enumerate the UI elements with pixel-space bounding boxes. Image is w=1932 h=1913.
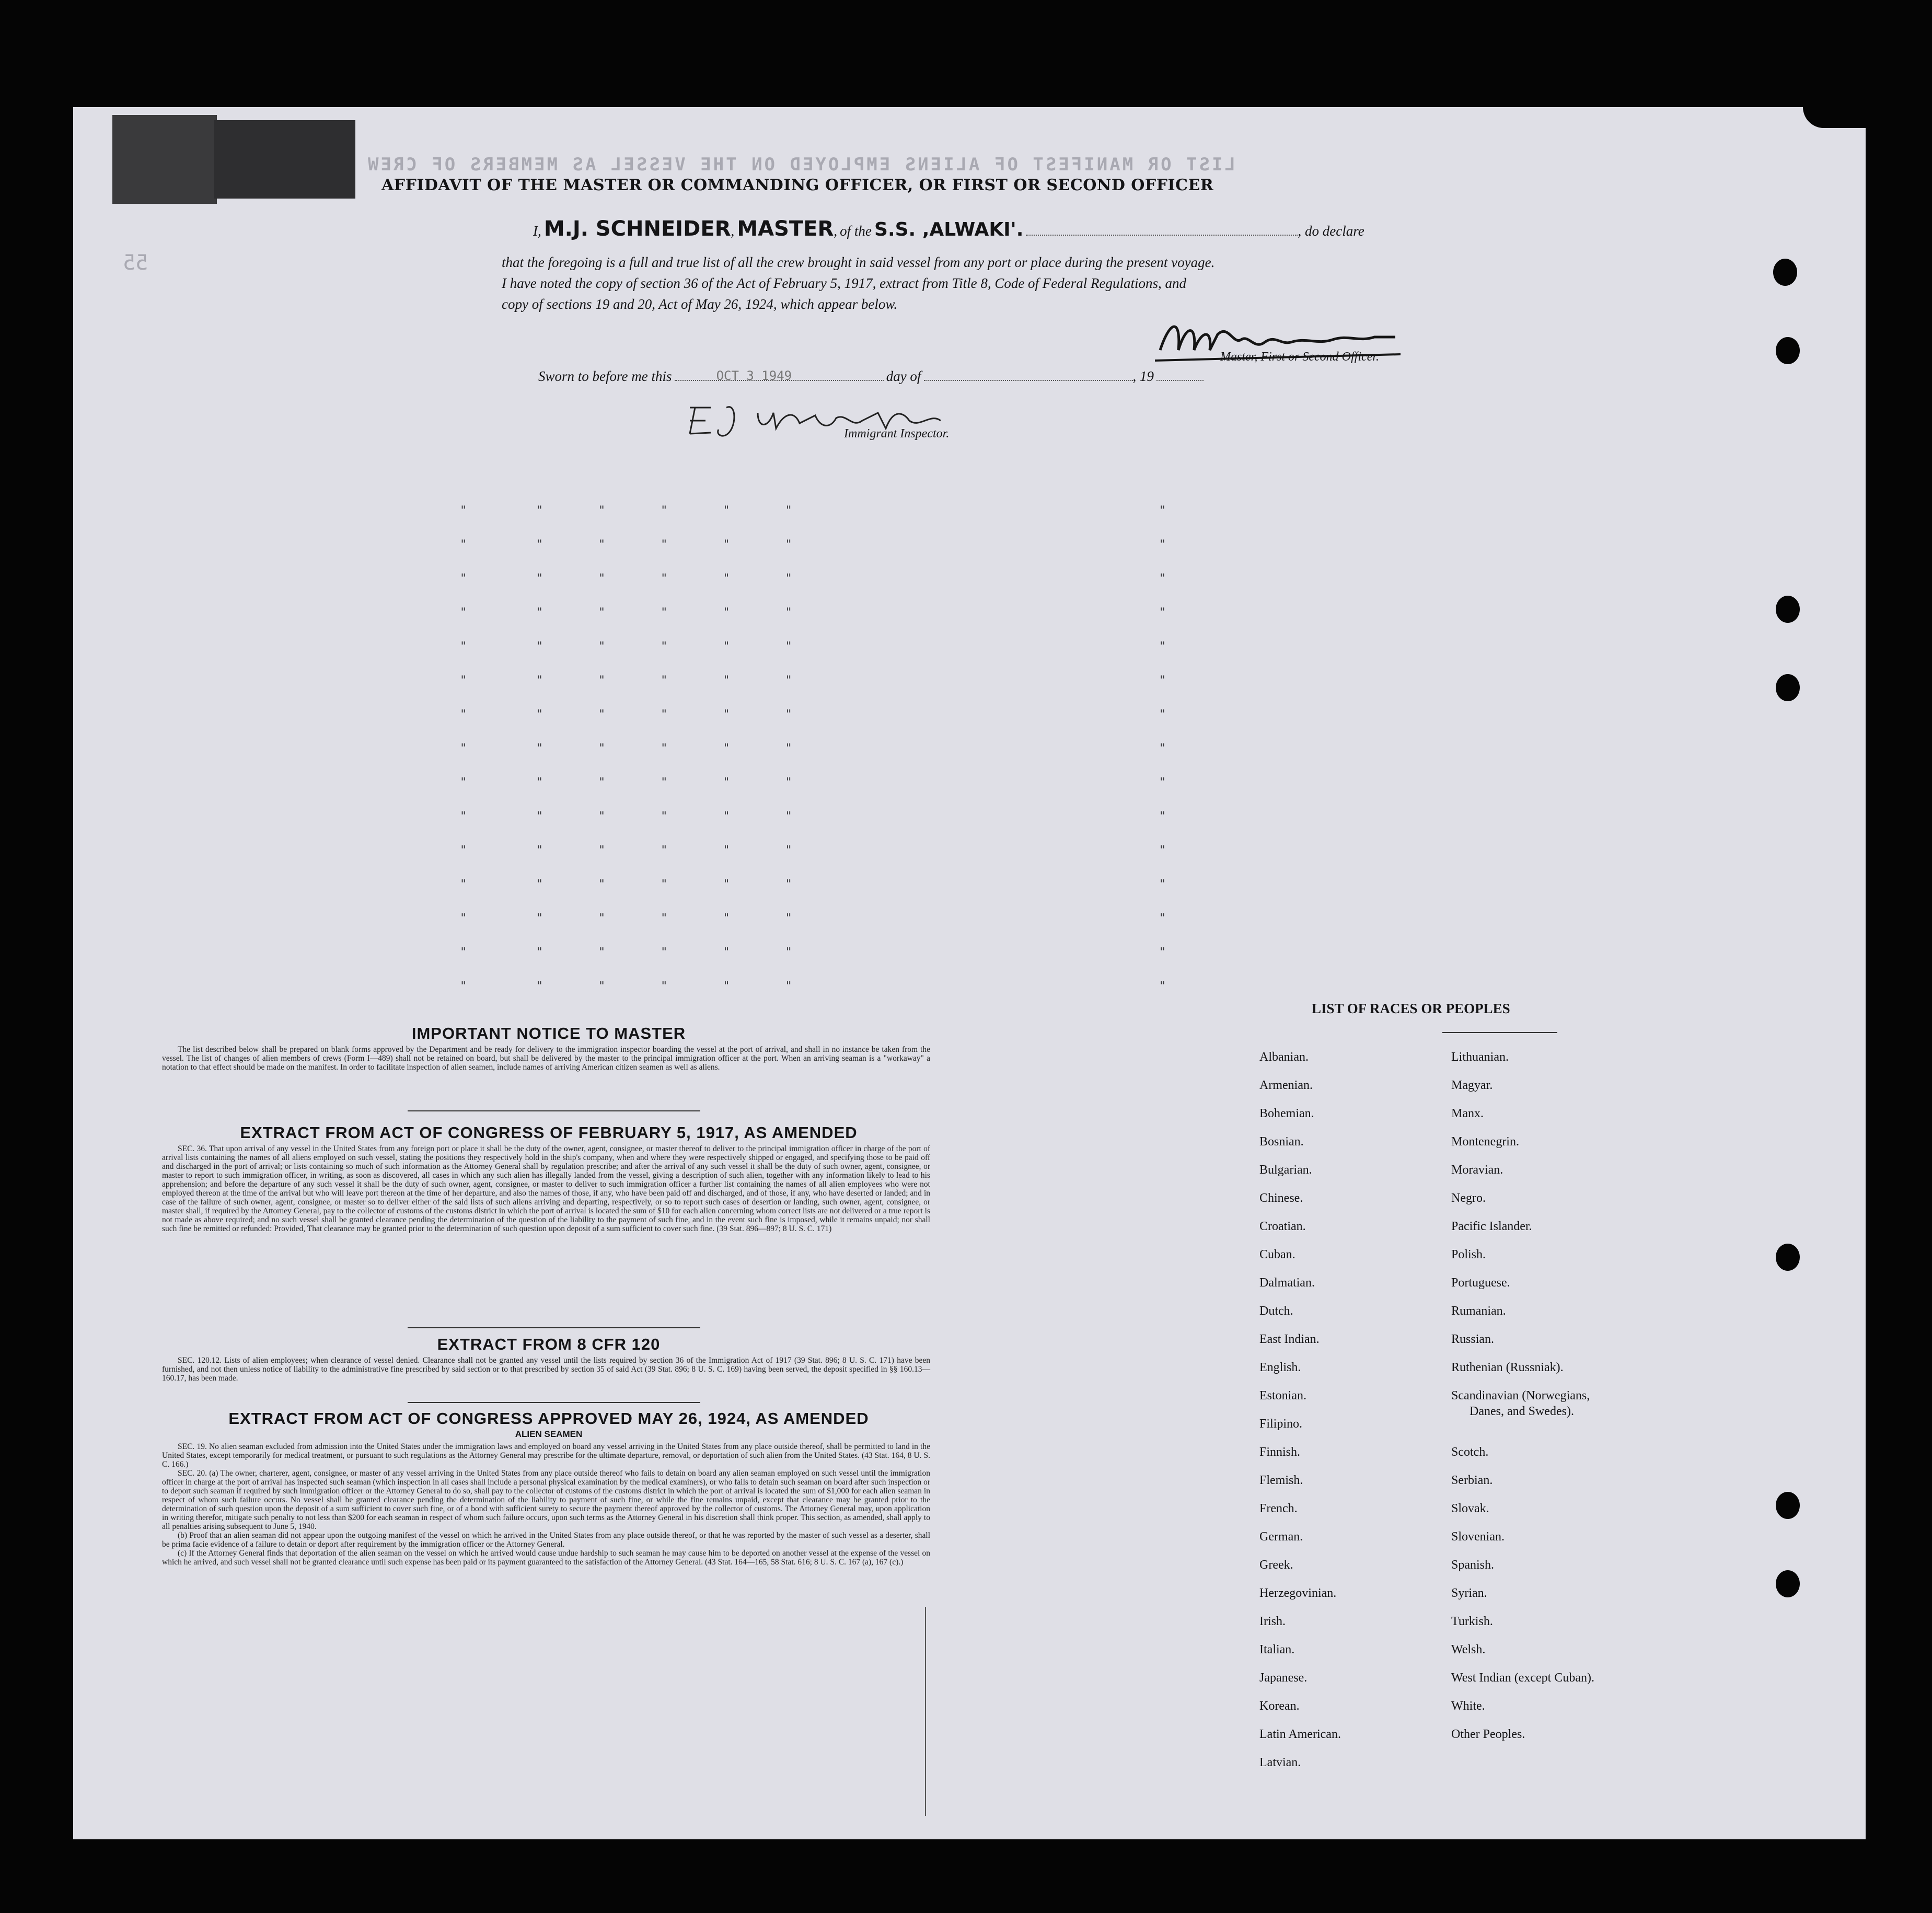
torn-corner-patch (112, 115, 217, 204)
race-item: Slovak. (1451, 1502, 1489, 1515)
race-item: Latvian. (1259, 1756, 1301, 1769)
extract-1924-paragraph: (b) Proof that an alien seaman did not appear upon the outgoing manifest of the vessel on which he arrived in the United States from any place outside thereof, or that he was reported by the master of such vessel as a deserter, shall be prima facie evidence of a failure to detain or deport after requirement by the immigration officer or the Attorney General. (162, 1531, 930, 1549)
race-item: Lithuanian. (1451, 1050, 1509, 1064)
race-item: Latin American. (1259, 1728, 1341, 1741)
extract-1917-title: EXTRACT FROM ACT OF CONGRESS OF FEBRUARY 5, 1917, AS AMENDED (240, 1123, 858, 1142)
affidavit-body-line-3: I have noted the copy of section 36 of the Act of February 5, 1917, extract from Title 8, Code of Federal Regulations, and (502, 275, 1187, 291)
race-item: Magyar. (1451, 1079, 1493, 1092)
sworn-label: Sworn to before me this (538, 368, 672, 384)
race-item: Dutch. (1259, 1304, 1293, 1318)
race-item: Japanese. (1259, 1671, 1308, 1685)
year-label: , 19 (1132, 368, 1154, 384)
extract-cfr-paragraph: SEC. 120.12. Lists of alien employees; when clearance of vessel denied. Clearance shall not be granted any vessel until the lists required by section 36 of the Immigration Act of 1917 (39 Stat. 896; 8 U. S. C. 171) have been furnished, and not then unless notice of liability to the administrative fine prescribed by said section or to that prescribed by section 35 of said Act (39 Stat. 896; 8 U. S. C. 169) having been served, the deposit specified in §§ 160.13—160.17, has been made. (162, 1356, 930, 1383)
race-item: Scotch. (1451, 1445, 1489, 1459)
race-item: Bohemian. (1259, 1107, 1314, 1120)
extract-cfr-text (162, 1356, 930, 1383)
date-stamp: OCT 3 1949 (716, 368, 792, 383)
extract-1917-text (162, 1144, 930, 1233)
master-name: M.J. SCHNEIDER (543, 217, 731, 241)
race-item: Moravian. (1451, 1163, 1503, 1177)
torn-edge (1803, 107, 1866, 128)
ship-name: S.S. ,ALWAKI'. (874, 219, 1024, 240)
race-item: Spanish. (1451, 1558, 1495, 1572)
race-item: Irish. (1259, 1615, 1286, 1628)
divider (408, 1327, 700, 1328)
bleed-through-header: LIST OR MANIFEST OF ALIENS EMPLOYED ON THE VESSEL AS MEMBERS OF CREW (366, 154, 1235, 175)
race-item: Danes, and Swedes). (1470, 1405, 1574, 1418)
day-of-label: day of (886, 368, 921, 384)
manifest-page (73, 107, 1866, 1839)
race-item: Rumanian. (1451, 1304, 1506, 1318)
extract-1917-paragraph: SEC. 36. That upon arrival of any vessel in the United States from any foreign port or place it shall be the duty of the owner, agent, consignee, or master thereof to deliver to the principal immigration officer in charge of the port of arrival lists containing the names of all aliens employed on such vessel, stating the positions they respectively hold in the ship's company, when and where they were respectively shipped or engaged, and specifying those to be paid off and discharged in the port of arrival; or lists containing so much of such information as the Attorney General shall by regulation prescribe; and after the arrival of any such vessel it shall be the duty of such owner, agent, consignee, or master to report to such immigration officer, in writing, as soon as discovered, all cases in which any such alien has illegally landed from the vessel, giving a description of such alien, together with any information likely to lead to his apprehension; and before the departure of any such vessel it shall be the duty of such owner, agent, consignee, or master to deliver to such immigration officer a further list containing the names of all alien employees who were not employed thereon at the time of the arrival but who will leave port thereon at the time of her departure, and also the names of those, if any, who have been paid off and discharged, and of those, if any, who have deserted or landed; and in case of the failure of such owner, agent, consignee, or master so to deliver either of the said lists of such aliens arriving and departing, respectively, or so to report such cases of desertion or landing, such owner, agent, consignee, or master shall, if required by the Attorney General, pay to the collector of customs of the customs district in which the port of arrival is located the sum of $10 for each alien concerning whom correct lists are not delivered or a true report is not made as above required; and no such vessel shall be granted clearance pending the determination of the question of the liability to the payment of such fine, and in the event such fine is imposed, while it remains unpaid; nor shall such fine be remitted or refunded: Provided, That clearance may be granted prior to the determination of such question upon deposit of a sum sufficient to cover such fine. (39 Stat. 896—897; 8 U. S. C. 171) (162, 1144, 930, 1233)
race-item: Polish. (1451, 1248, 1486, 1261)
race-item: Cuban. (1259, 1248, 1295, 1261)
race-item: English. (1259, 1361, 1301, 1374)
crew-table-ditto-marks: " " " " " " " " " " " " " " " " " " " " " " " " " " " " " " " " " " " " " " " " " " " " " " " " " " " " " " " " " " " " " " " " " " " " " " " " " " " " " " " " " " " " " " " " " " " " " " " " " " " " " " " " " (460, 504, 1166, 993)
affidavit-title: AFFIDAVIT OF THE MASTER OR COMMANDING OFFICER, OR FIRST OR SECOND OFFICER (381, 176, 1214, 194)
race-item: East Indian. (1259, 1332, 1320, 1346)
race-item: Herzegovinian. (1259, 1586, 1337, 1600)
race-item: Greek. (1259, 1558, 1293, 1572)
race-item: West Indian (except Cuban). (1451, 1671, 1594, 1685)
race-item: Albanian. (1259, 1050, 1309, 1064)
race-item: Portuguese. (1451, 1276, 1510, 1290)
races-title: LIST OF RACES OR PEOPLES (1312, 1001, 1510, 1016)
race-item: Bulgarian. (1259, 1163, 1312, 1177)
extract-cfr-title: EXTRACT FROM 8 CFR 120 (437, 1335, 661, 1353)
race-item: Russian. (1451, 1332, 1495, 1346)
race-item: Flemish. (1259, 1474, 1303, 1487)
race-item: Korean. (1259, 1699, 1300, 1713)
race-item: Armenian. (1259, 1079, 1313, 1092)
race-item: Croatian. (1259, 1220, 1306, 1233)
divider (1442, 1032, 1557, 1033)
punch-hole (1773, 259, 1797, 286)
race-item: Manx. (1451, 1107, 1484, 1120)
bleed-through-page-number: 55 (123, 251, 148, 275)
race-item: Negro. (1451, 1191, 1486, 1205)
affidavit-body-line-4: copy of sections 19 and 20, Act of May 26, 1924, which appear below. (502, 296, 898, 312)
race-item: Bosnian. (1259, 1135, 1304, 1149)
do-declare-label: , do declare (1298, 223, 1364, 239)
signature-caption: Master, First or Second Officer. (1220, 350, 1379, 364)
of-the-label: of the (840, 223, 872, 239)
race-item: Dalmatian. (1259, 1276, 1315, 1290)
extract-1924-subtitle: ALIEN SEAMEN (515, 1429, 583, 1439)
torn-corner-patch-2 (214, 120, 355, 199)
race-item: White. (1451, 1699, 1485, 1713)
extract-1924-text (162, 1442, 930, 1567)
race-item: Slovenian. (1451, 1530, 1505, 1544)
extract-1924-paragraph: (c) If the Attorney General finds that deportation of the alien seaman on the vessel on which he arrived would cause undue hardship to such seaman he may cause him to be deported on another vessel at the expense of the vessel on which he arrived, and such vessel shall not be granted clearance until such expense has been paid or its payment guaranteed to the satisfaction of the Attorney General. (43 Stat. 164—165, 58 Stat. 616; 8 U. S. C. 167 (a), 167 (c).) (162, 1549, 930, 1567)
race-item: Syrian. (1451, 1586, 1487, 1600)
inspector-caption: Immigrant Inspector. (844, 427, 950, 440)
affidavit-body-line-2: that the foregoing is a full and true list of all the crew brought in said vessel from any port or place during the present voyage. (502, 254, 1215, 270)
extract-1924-paragraph: SEC. 20. (a) The owner, charterer, agent, consignee, or master of any vessel arriving in the United States from any place outside thereof who fails to detain on board any alien seaman employed on such vessel until the immigration officer in charge at the port of arrival has inspected such seaman (which inspection in all cases shall include a personal physical examination by the medical examiners), or who fails to detain such seaman on board after such inspection or to deport such seaman if required by such immigration officer or the Attorney General to do so, shall pay to the collector of customs of the customs district in which the port of arrival is located the sum of $1,000 for each alien seaman in respect of whom such failure occurs. No vessel shall be granted clearance pending the determination of the liability to payment of such fine, or while the fine remains unpaid, except that clearance may be granted prior to the determination of such question upon the deposit of a sum sufficient to cover such fine, or of a bond with sufficient surety to secure the payment thereof approved by the collector of customs. The Attorney General may, upon application in writing therefor, mitigate such penalty to not less than $200 for each seaman in respect of whom such failure occurs, upon such terms as the Attorney General in his discretion shall think proper. This section, as amended, shall apply to all penalties arising subsequent to June 5, 1940. (162, 1469, 930, 1531)
race-item: Turkish. (1451, 1615, 1493, 1628)
race-item: Welsh. (1451, 1643, 1486, 1656)
notice-text (162, 1045, 930, 1072)
affidavit-declaration-line: I, M.J. SCHNEIDER, MASTER, of the S.S. ,ALWAKI'. , do declare (533, 217, 1364, 241)
sworn-line (538, 368, 1204, 385)
race-item: German. (1259, 1530, 1303, 1544)
race-item: Estonian. (1259, 1389, 1306, 1402)
punch-hole (1776, 337, 1800, 364)
race-item: Scandinavian (Norwegians, (1451, 1389, 1590, 1402)
race-item: Italian. (1259, 1643, 1295, 1656)
race-item: Pacific Islander. (1451, 1220, 1532, 1233)
race-item: Montenegrin. (1451, 1135, 1519, 1149)
race-item: French. (1259, 1502, 1298, 1515)
extract-1924-title: EXTRACT FROM ACT OF CONGRESS APPROVED MAY 26, 1924, AS AMENDED (228, 1409, 869, 1428)
race-item: Serbian. (1451, 1474, 1493, 1487)
race-item: Other Peoples. (1451, 1728, 1525, 1741)
punch-hole (1776, 1570, 1800, 1597)
race-item: Chinese. (1259, 1191, 1303, 1205)
prefix-i: I, (533, 223, 541, 239)
divider (408, 1110, 700, 1111)
notice-title: IMPORTANT NOTICE TO MASTER (411, 1024, 686, 1042)
race-item: Filipino. (1259, 1417, 1303, 1431)
race-item: Ruthenian (Russniak). (1451, 1361, 1564, 1374)
extract-1924-paragraph: SEC. 19. No alien seaman excluded from admission into the United States under the immigration laws and employed on board any vessel arriving in the United States from any place outside thereof, shall be permitted to land in the United States, except temporarily for medical treatment, or pursuant to such regulations as the Attorney General may prescribe for the ultimate departure, removal, or deportation of such alien from the United States. (43 Stat. 164, 8 U. S. C. 166.) (162, 1442, 930, 1469)
race-item: Finnish. (1259, 1445, 1301, 1459)
master-rank: MASTER (737, 217, 834, 241)
vertical-stamp (925, 1607, 926, 1816)
divider (408, 1402, 700, 1403)
notice-paragraph: The list described below shall be prepared on blank forms approved by the Department and be ready for delivery to the immigration inspector boarding the vessel at the port of arrival, and shall in no instance be taken from the vessel. The list of changes of alien members of crews (Form I—489) shall not be retained on board, but shall be delivered by the master to the principal immigration officer at the port. When an arriving seaman is a "workaway" a notation to that effect should be made on the manifest. In order to facilitate inspection of alien seamen, include names of arriving American citizen seamen as well as aliens. (162, 1045, 930, 1072)
